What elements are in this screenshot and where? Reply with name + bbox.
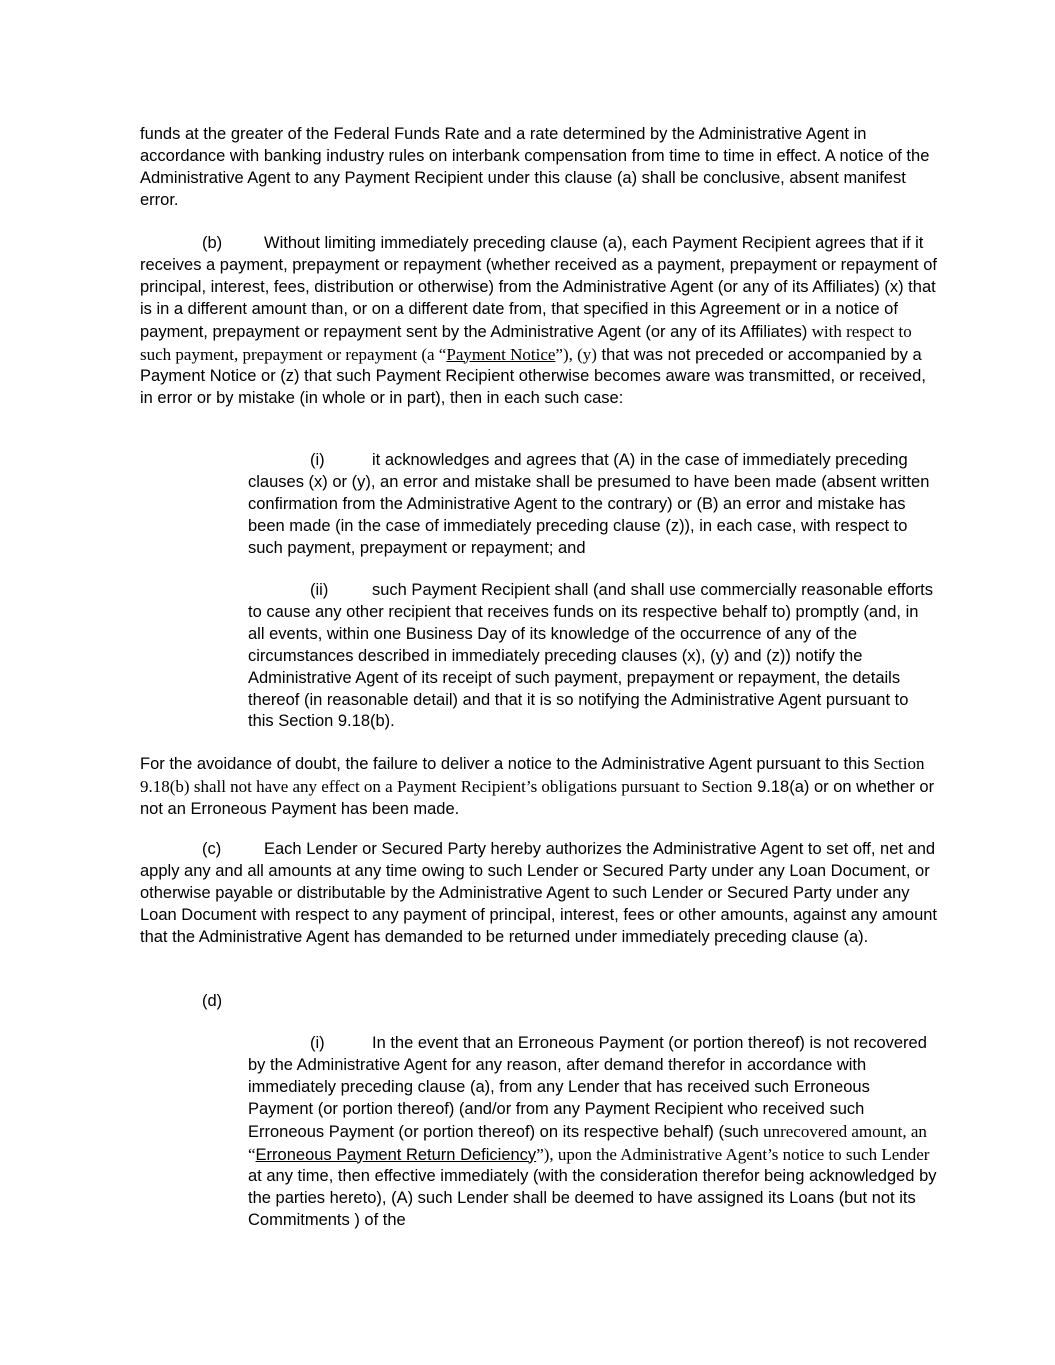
clause-b-text: Without limiting immediately preceding clause (a), each Payment Recipient agrees that if it receives a payment, prepayment or repayment (whether received as a payment, prepayment or repayment of principal, interest, fees, distribution or otherwise) from the Administrative Agent (or any of its Affiliates) (x) that is in a different amount than, or on a different date from, that specified in this Agreement or in a notice of payment, prepayment or repayment sent by the Administrative Agent (or any of its Affiliates) — [140, 234, 937, 341]
avoidance-text-2: 9.18(a) or on whether or not an Erroneous Payment has been made. — [140, 777, 935, 818]
clause-c-label: (c) — [202, 840, 222, 858]
clause-b-serif-text: with respect to such payment, prepayment or repayment (a “ — [140, 321, 912, 364]
clause-b-i-paragraph — [248, 450, 938, 560]
clause-b-paragraph — [140, 233, 940, 410]
clause-b-ii-paragraph — [248, 580, 938, 733]
clause-d-i-serif-text: unrecovered amount, an “ — [248, 1121, 927, 1164]
clause-b-i-label: (i) — [310, 451, 325, 469]
clause-b-i-text: it acknowledges and agrees that (A) in the case of immediately preceding clauses (x) or (y), an error and mistake shall be presumed to have been made (absent written confirmation from the Administrative Agent to the contrary) or (B) an error and mistake has been made (in the case of immediately preceding clause (z)), in each case, with respect to such payment, prepayment or repayment; and — [248, 451, 930, 557]
clause-b-label: (b) — [202, 234, 223, 252]
clause-d-i-text: In the event that an Erroneous Payment (or portion thereof) is not recovered by the Administrative Agent for any reason, after demand therefor in accordance with immediately preceding clause (a), from any Lender that has received such Erroneous Payment (or portion thereof) (and/or from any Payment Recipient who received such Erroneous Payment (or portion thereof) on its respective behalf) (such — [248, 1034, 927, 1141]
clause-d-paragraph — [140, 991, 940, 1013]
clause-d-label: (d) — [202, 992, 223, 1010]
clause-c-paragraph — [140, 839, 940, 949]
clause-c-text: Each Lender or Secured Party hereby authorizes the Administrative Agent to set off, net and apply any and all amounts at any time owing to such Lender or Secured Party under any Loan Document, or otherwise payable or distributable by the Administrative Agent to such Lender or Secured Party under any Loan Document with respect to any payment of principal, interest, fees or other amounts, against any amount that the Administrative Agent has demanded to be returned under immediately preceding clause (a). — [140, 840, 938, 946]
intro-paragraph — [140, 124, 940, 212]
payment-notice-term: Payment Notice — [446, 344, 556, 364]
clause-d-i-paragraph — [248, 1033, 938, 1232]
clause-b-ii-text: such Payment Recipient shall (and shall use commercially reasonable efforts to cause any other recipient that receives funds on its respective behalf to) promptly (and, in all events, within one Business Day of its knowledge of the occurrence of any of the circumstances described in immediately preceding clauses (x), (y) and (z)) notify the Administrative Agent of its receipt of such payment, prepayment or repayment, the details thereof (in reasonable detail) and that it is so notifying the Administrative Agent pursuant to this Section 9.18(b). — [248, 581, 933, 731]
clause-d-i-label: (i) — [310, 1034, 325, 1052]
clause-d-i-text-2: at any time, then effective immediately (with the consideration therefor being acknowledged by the parties hereto), (A) such Lender shall be deemed to have assigned its Loans (but not its Commitments ) of the — [248, 1167, 937, 1230]
erroneous-payment-return-deficiency-term: Erroneous Payment Return Deficiency — [255, 1145, 537, 1164]
avoidance-serif-text: Section 9.18(b) shall not have any effect on a Payment Recipient’s obligations pursuant to Section — [140, 754, 925, 796]
intro-text: funds at the greater of the Federal Funds Rate and a rate determined by the Administrative Agent in accordance with banking industry rules on interbank compensation from time to time in effect. A notice of the Administrative Agent to any Payment Recipient under this clause (a) shall be conclusive, absent manifest error. — [140, 125, 930, 209]
avoidance-text: For the avoidance of doubt, the failure to deliver a notice to the Administrative Agent pursuant to this — [140, 755, 870, 773]
clause-b-ii-label: (ii) — [310, 581, 329, 599]
avoidance-paragraph — [140, 753, 940, 821]
clause-b-serif-text-2: ”), (y) — [555, 344, 597, 364]
clause-d-i-serif-text-2: ”), upon the Administrative Agent’s notice to such Lender — [536, 1144, 930, 1164]
clause-b-text-2: that was not preceded or accompanied by a Payment Notice or (z) that such Payment Recipient otherwise becomes aware was transmitted, or received, in error or by mistake (in whole or in part), then in each such case: — [140, 345, 926, 408]
